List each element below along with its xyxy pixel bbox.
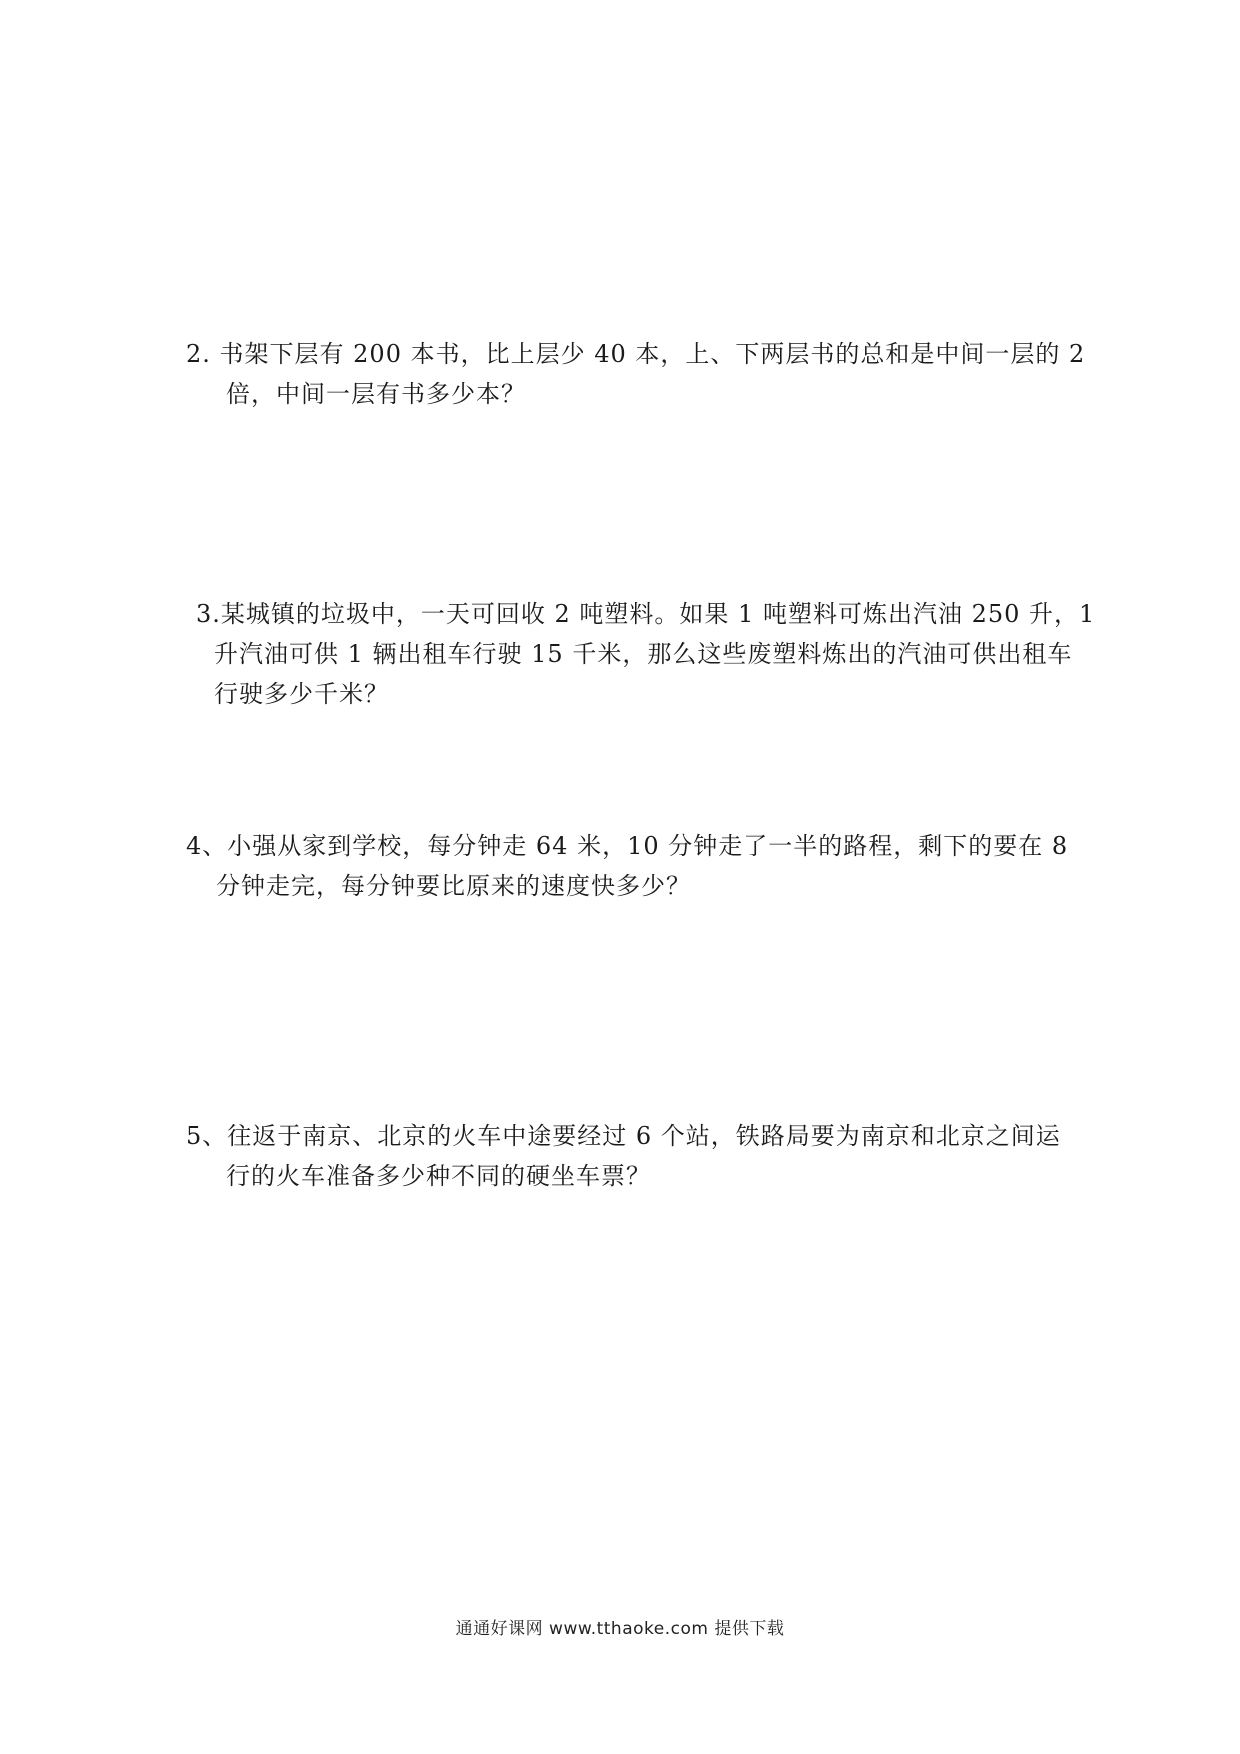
problem-5-line-1: 5、往返于南京、北京的火车中途要经过 6 个站，铁路局要为南京和北京之间运 bbox=[186, 1122, 1061, 1150]
problem-4-line-2: 分钟走完，每分钟要比原来的速度快多少？ bbox=[216, 872, 691, 900]
problem-3-line-1: 3.某城镇的垃圾中，一天可回收 2 吨塑料。如果 1 吨塑料可炼出汽油 250 升，1 bbox=[196, 600, 1096, 628]
problem-4-line-1: 4、小强从家到学校，每分钟走 64 米，10 分钟走了一半的路程，剩下的要在 8 bbox=[186, 832, 1069, 860]
problem-2 bbox=[186, 334, 1085, 414]
problem-2-line-1: 2. 书架下层有 200 本书，比上层少 40 本，上、下两层书的总和是中间一层的 2 bbox=[186, 340, 1086, 368]
problem-3 bbox=[196, 594, 1095, 714]
problem-5-line-2: 行的火车准备多少种不同的硬坐车票？ bbox=[226, 1162, 651, 1190]
problem-4 bbox=[186, 826, 1068, 906]
problem-5 bbox=[186, 1116, 1061, 1196]
problem-3-line-3: 行驶多少千米？ bbox=[214, 680, 389, 708]
problem-3-line-2: 升汽油可供 1 辆出租车行驶 15 千米，那么这些废塑料炼出的汽油可供出租车 bbox=[214, 640, 1073, 668]
problem-2-line-2: 倍，中间一层有书多少本？ bbox=[226, 380, 526, 408]
page-footer: 通通好课网 www.tthaoke.com 提供下载 bbox=[455, 1619, 785, 1639]
